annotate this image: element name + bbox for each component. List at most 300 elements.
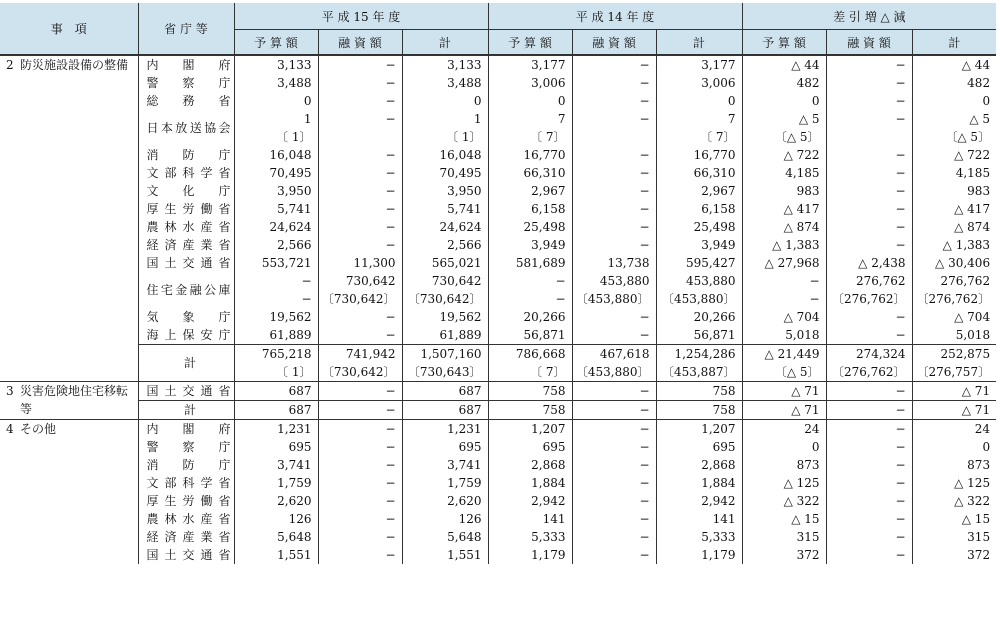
header-h14: 平 成 14 年 度 bbox=[488, 3, 742, 30]
total-label-cell bbox=[138, 401, 234, 420]
value-cell: 24,624 bbox=[402, 218, 488, 236]
value-cell: − bbox=[826, 200, 912, 218]
value-cell: 1,179 bbox=[488, 546, 572, 564]
value-cell: 11,300 bbox=[318, 254, 402, 272]
value-cell: 2,967 bbox=[656, 182, 742, 200]
total-value-cell-bracket: 〔 7〕 bbox=[488, 363, 572, 382]
value-cell: 276,762 bbox=[940, 274, 991, 288]
table-header bbox=[0, 3, 996, 55]
total-label: 計 bbox=[183, 403, 204, 417]
value-cell: △ 71 bbox=[912, 382, 996, 401]
value-cell: 2,566 bbox=[234, 236, 318, 254]
value-cell: − bbox=[572, 55, 656, 74]
value-cell: 7 bbox=[488, 110, 572, 128]
total-value-cell: △ 71 bbox=[742, 401, 826, 420]
value-cell-bracket: 〔730,642〕 bbox=[402, 290, 488, 308]
value-cell: 1 bbox=[234, 110, 318, 128]
value-cell: △ 125 bbox=[954, 476, 991, 490]
value-cell: − bbox=[572, 546, 656, 564]
total-value-cell: 758 bbox=[488, 401, 572, 420]
agency-cell bbox=[138, 474, 234, 492]
value-cell: − bbox=[826, 74, 912, 92]
section-title: 防災施設設備の整備 bbox=[20, 58, 129, 72]
total-row bbox=[0, 401, 996, 420]
agency-cell bbox=[138, 382, 234, 401]
value-cell: 983 bbox=[742, 182, 826, 200]
table-row bbox=[0, 528, 996, 546]
table-body bbox=[0, 55, 996, 564]
value-cell: 983 bbox=[967, 184, 991, 198]
value-cell: 5,648 bbox=[234, 528, 318, 546]
value-cell: − bbox=[572, 218, 656, 236]
value-cell: − bbox=[826, 420, 912, 439]
value-cell: 4,185 bbox=[955, 166, 991, 180]
value-cell: − bbox=[318, 218, 402, 236]
value-cell: 1,551 bbox=[402, 546, 488, 564]
value-cell: △ 322 bbox=[954, 494, 991, 508]
value-cell: − bbox=[318, 92, 402, 110]
value-cell: 758 bbox=[488, 382, 572, 401]
value-cell: − bbox=[826, 308, 912, 326]
value-cell: − bbox=[572, 110, 656, 128]
agency-cell bbox=[138, 254, 234, 272]
agency-cell bbox=[138, 200, 234, 218]
value-cell: − bbox=[318, 492, 402, 510]
total-value-cell: 274,324 bbox=[826, 345, 912, 364]
value-cell: 3,006 bbox=[656, 74, 742, 92]
value-cell: − bbox=[572, 382, 656, 401]
value-cell: − bbox=[318, 236, 402, 254]
value-cell: △ 71 bbox=[742, 382, 826, 401]
value-cell: − bbox=[826, 438, 912, 456]
value-cell-bracket: 〔△ 5〕 bbox=[742, 128, 826, 146]
value-cell: − bbox=[318, 420, 402, 439]
table-row bbox=[0, 236, 996, 254]
total-value-cell: 687 bbox=[402, 401, 488, 420]
value-cell: 0 bbox=[234, 92, 318, 110]
value-cell: 3,177 bbox=[488, 55, 572, 74]
value-cell-bracket: 〔730,642〕 bbox=[318, 290, 402, 308]
value-cell: △ 15 bbox=[742, 510, 826, 528]
agency-name: 国土交通省 bbox=[146, 256, 231, 270]
total-value-cell-bracket: 〔730,643〕 bbox=[402, 363, 488, 382]
agency-name: 文部科学省 bbox=[146, 166, 231, 180]
value-cell: 2,942 bbox=[656, 492, 742, 510]
agency-cell bbox=[138, 308, 234, 326]
value-cell: 695 bbox=[656, 438, 742, 456]
value-cell: 695 bbox=[234, 438, 318, 456]
total-value-cell: 1,254,286 bbox=[656, 345, 742, 364]
table-row bbox=[0, 308, 996, 326]
table-row bbox=[0, 420, 996, 439]
table-row bbox=[0, 182, 996, 200]
agency-cell bbox=[138, 528, 234, 546]
value-cell: △ 30,406 bbox=[935, 256, 991, 270]
value-cell-bracket: 〔276,762〕 bbox=[916, 292, 991, 306]
table-row bbox=[0, 74, 996, 92]
value-cell: 141 bbox=[656, 510, 742, 528]
header-h15: 平 成 15 年 度 bbox=[234, 3, 488, 30]
value-cell: 13,738 bbox=[572, 254, 656, 272]
budget-table-container bbox=[0, 3, 996, 564]
header-diff: 差 引 増 △ 減 bbox=[742, 3, 996, 30]
value-cell: 1,231 bbox=[402, 420, 488, 439]
value-cell: − bbox=[318, 200, 402, 218]
value-cell-bracket: − bbox=[742, 290, 826, 308]
header-yushi: 融 資 額 bbox=[572, 30, 656, 56]
agency-cell bbox=[138, 164, 234, 182]
agency-name: 文部科学省 bbox=[146, 476, 231, 490]
section-cell bbox=[0, 55, 138, 382]
value-cell: − bbox=[826, 236, 912, 254]
value-cell: − bbox=[826, 146, 912, 164]
value-cell: − bbox=[572, 164, 656, 182]
value-cell: − bbox=[826, 55, 912, 74]
table-row bbox=[0, 382, 996, 401]
total-value-cell: 765,218 bbox=[234, 345, 318, 364]
table-row bbox=[0, 546, 996, 564]
value-cell: − bbox=[318, 438, 402, 456]
value-cell: − bbox=[572, 182, 656, 200]
value-cell: △ 44 bbox=[742, 55, 826, 74]
agency-name: 警察庁 bbox=[146, 76, 231, 90]
agency-cell bbox=[138, 420, 234, 439]
table-row bbox=[0, 326, 996, 345]
value-cell: − bbox=[488, 272, 572, 290]
value-cell: − bbox=[572, 146, 656, 164]
value-cell: 0 bbox=[402, 92, 488, 110]
value-cell: 1,207 bbox=[488, 420, 572, 439]
value-cell: 1,884 bbox=[656, 474, 742, 492]
table-row bbox=[0, 164, 996, 182]
value-cell: − bbox=[318, 510, 402, 528]
value-cell: 873 bbox=[742, 456, 826, 474]
value-cell: − bbox=[826, 164, 912, 182]
agency-name: 文化庁 bbox=[146, 184, 231, 198]
section-number: 4 bbox=[6, 422, 14, 436]
value-cell: − bbox=[318, 382, 402, 401]
value-cell: − bbox=[318, 164, 402, 182]
value-cell: 126 bbox=[402, 510, 488, 528]
header-yushi: 融 資 額 bbox=[826, 30, 912, 56]
value-cell: 19,562 bbox=[402, 308, 488, 326]
value-cell: 16,048 bbox=[234, 146, 318, 164]
section-cell bbox=[0, 420, 138, 565]
table-row bbox=[0, 438, 996, 456]
value-cell: 873 bbox=[967, 458, 991, 472]
value-cell: △ 417 bbox=[742, 200, 826, 218]
total-value-cell: △ 71 bbox=[912, 401, 996, 420]
value-cell: − bbox=[572, 200, 656, 218]
value-cell: − bbox=[572, 92, 656, 110]
table-row bbox=[0, 456, 996, 474]
value-cell: 16,770 bbox=[488, 146, 572, 164]
value-cell: 5,333 bbox=[488, 528, 572, 546]
value-cell: 595,427 bbox=[656, 254, 742, 272]
total-value-cell-bracket: 〔276,757〕 bbox=[916, 365, 991, 379]
agency-cell bbox=[138, 510, 234, 528]
value-cell: 25,498 bbox=[656, 218, 742, 236]
agency-cell bbox=[138, 236, 234, 254]
value-cell: 5,648 bbox=[402, 528, 488, 546]
value-cell: − bbox=[318, 326, 402, 345]
value-cell: 0 bbox=[488, 92, 572, 110]
agency-name: 警察庁 bbox=[146, 440, 231, 454]
section-title: 災害危険地住宅移転等 bbox=[20, 384, 129, 416]
value-cell: 3,950 bbox=[234, 182, 318, 200]
value-cell-bracket: − bbox=[234, 290, 318, 308]
value-cell-bracket: 〔△ 5〕 bbox=[945, 130, 991, 144]
value-cell: 3,741 bbox=[402, 456, 488, 474]
agency-name: 住宅金融公庫 bbox=[146, 283, 231, 297]
value-cell: − bbox=[826, 382, 912, 401]
value-cell: − bbox=[572, 438, 656, 456]
value-cell-bracket: 〔 7〕 bbox=[488, 128, 572, 146]
table-row bbox=[0, 146, 996, 164]
value-cell: 3,950 bbox=[402, 182, 488, 200]
value-cell: △ 874 bbox=[742, 218, 826, 236]
value-cell: 3,488 bbox=[234, 74, 318, 92]
agency-name: 国土交通省 bbox=[146, 384, 231, 398]
value-cell: − bbox=[572, 326, 656, 345]
agency-cell bbox=[138, 74, 234, 92]
agency-cell bbox=[138, 146, 234, 164]
value-cell: 1,207 bbox=[656, 420, 742, 439]
value-cell: △ 722 bbox=[954, 148, 991, 162]
value-cell: − bbox=[826, 110, 912, 128]
value-cell: 758 bbox=[656, 382, 742, 401]
value-cell: △ 44 bbox=[961, 58, 991, 72]
value-cell: − bbox=[826, 326, 912, 345]
value-cell: − bbox=[318, 308, 402, 326]
agency-cell bbox=[138, 218, 234, 236]
agency-name: 厚生労働省 bbox=[146, 202, 231, 216]
header-yosan: 予 算 額 bbox=[488, 30, 572, 56]
value-cell: 56,871 bbox=[656, 326, 742, 345]
value-cell: − bbox=[318, 110, 402, 128]
value-cell: 25,498 bbox=[488, 218, 572, 236]
agency-cell bbox=[138, 326, 234, 345]
value-cell: − bbox=[318, 474, 402, 492]
total-value-cell-bracket: 〔453,880〕 bbox=[572, 363, 656, 382]
section-number: 2 bbox=[6, 58, 14, 72]
agency-cell bbox=[138, 272, 234, 308]
agency-name: 経済産業省 bbox=[146, 530, 231, 544]
value-cell: − bbox=[742, 272, 826, 290]
agency-name: 消防庁 bbox=[146, 148, 231, 162]
value-cell: 0 bbox=[982, 94, 991, 108]
total-value-cell-bracket: 〔 1〕 bbox=[234, 363, 318, 382]
value-cell: 70,495 bbox=[234, 164, 318, 182]
value-cell: 1,551 bbox=[234, 546, 318, 564]
agency-name: 消防庁 bbox=[146, 458, 231, 472]
value-cell: 1,759 bbox=[234, 474, 318, 492]
budget-table bbox=[0, 3, 996, 564]
agency-name: 海上保安庁 bbox=[146, 328, 231, 342]
value-cell: − bbox=[318, 546, 402, 564]
value-cell: △ 704 bbox=[954, 310, 991, 324]
agency-name: 経済産業省 bbox=[146, 238, 231, 252]
total-value-cell-bracket: 〔276,762〕 bbox=[826, 363, 912, 382]
value-cell: 61,889 bbox=[234, 326, 318, 345]
value-cell: 5,741 bbox=[234, 200, 318, 218]
value-cell: − bbox=[572, 456, 656, 474]
value-cell: − bbox=[572, 492, 656, 510]
value-cell: △ 5 bbox=[969, 112, 991, 126]
agency-name: 国土交通省 bbox=[146, 548, 231, 562]
value-cell: − bbox=[572, 236, 656, 254]
table-row bbox=[0, 218, 996, 236]
value-cell: 3,741 bbox=[234, 456, 318, 474]
value-cell: 695 bbox=[402, 438, 488, 456]
value-cell: 372 bbox=[967, 548, 991, 562]
value-cell: − bbox=[572, 420, 656, 439]
agency-cell bbox=[138, 456, 234, 474]
agency-name: 内閣府 bbox=[146, 422, 231, 436]
value-cell: 5,741 bbox=[402, 200, 488, 218]
value-cell: 730,642 bbox=[402, 272, 488, 290]
value-cell: 482 bbox=[742, 74, 826, 92]
value-cell: 0 bbox=[742, 92, 826, 110]
value-cell: 3,006 bbox=[488, 74, 572, 92]
agency-name: 厚生労働省 bbox=[146, 494, 231, 508]
value-cell: 695 bbox=[488, 438, 572, 456]
table-row bbox=[0, 110, 996, 128]
value-cell: △ 874 bbox=[954, 220, 991, 234]
value-cell: 3,949 bbox=[656, 236, 742, 254]
value-cell: 66,310 bbox=[488, 164, 572, 182]
total-value-cell: − bbox=[826, 401, 912, 420]
value-cell-bracket: 〔453,880〕 bbox=[572, 290, 656, 308]
value-cell: 453,880 bbox=[572, 272, 656, 290]
value-cell: 1,759 bbox=[402, 474, 488, 492]
header-yushi: 融 資 額 bbox=[318, 30, 402, 56]
value-cell: − bbox=[318, 528, 402, 546]
value-cell: 5,333 bbox=[656, 528, 742, 546]
value-cell: − bbox=[826, 528, 912, 546]
value-cell: 16,048 bbox=[402, 146, 488, 164]
value-cell: △ 722 bbox=[742, 146, 826, 164]
header-kei: 計 bbox=[402, 30, 488, 56]
header-kei: 計 bbox=[656, 30, 742, 56]
value-cell: − bbox=[826, 182, 912, 200]
value-cell: − bbox=[318, 55, 402, 74]
value-cell-bracket: 〔453,880〕 bbox=[656, 290, 742, 308]
table-row bbox=[0, 492, 996, 510]
total-value-cell: 252,875 bbox=[912, 345, 996, 364]
value-cell: △ 27,968 bbox=[742, 254, 826, 272]
total-value-cell: 687 bbox=[234, 401, 318, 420]
value-cell: − bbox=[826, 92, 912, 110]
value-cell: 2,620 bbox=[234, 492, 318, 510]
agency-name: 総務省 bbox=[146, 94, 231, 108]
agency-name: 農林水産省 bbox=[146, 512, 231, 526]
value-cell: 7 bbox=[656, 110, 742, 128]
agency-cell bbox=[138, 110, 234, 146]
value-cell: − bbox=[572, 510, 656, 528]
value-cell: 2,868 bbox=[656, 456, 742, 474]
value-cell: 6,158 bbox=[488, 200, 572, 218]
value-cell: △ 1,383 bbox=[942, 238, 991, 252]
value-cell-bracket bbox=[826, 128, 912, 146]
total-label: 計 bbox=[183, 356, 204, 370]
header-shocho: 省 庁 等 bbox=[138, 3, 234, 55]
value-cell: 3,488 bbox=[402, 74, 488, 92]
value-cell-bracket: 〔 1〕 bbox=[402, 128, 488, 146]
total-value-cell: 758 bbox=[656, 401, 742, 420]
value-cell: 315 bbox=[742, 528, 826, 546]
value-cell-bracket bbox=[318, 128, 402, 146]
total-label-cell bbox=[138, 345, 234, 382]
value-cell: 3,133 bbox=[402, 55, 488, 74]
value-cell-bracket: 〔 1〕 bbox=[234, 128, 318, 146]
value-cell: − bbox=[318, 182, 402, 200]
agency-name: 日本放送協会 bbox=[146, 121, 231, 135]
agency-cell bbox=[138, 492, 234, 510]
value-cell: 20,266 bbox=[656, 308, 742, 326]
value-cell-bracket: 〔276,762〕 bbox=[826, 290, 912, 308]
table-row bbox=[0, 474, 996, 492]
total-value-cell-bracket: 〔730,642〕 bbox=[318, 363, 402, 382]
value-cell: − bbox=[234, 272, 318, 290]
total-row bbox=[0, 345, 996, 364]
value-cell: 3,949 bbox=[488, 236, 572, 254]
agency-cell bbox=[138, 92, 234, 110]
value-cell: 3,177 bbox=[656, 55, 742, 74]
value-cell: − bbox=[826, 218, 912, 236]
value-cell: 1,884 bbox=[488, 474, 572, 492]
total-value-cell: − bbox=[318, 401, 402, 420]
value-cell: − bbox=[826, 474, 912, 492]
value-cell: 4,185 bbox=[742, 164, 826, 182]
value-cell: 687 bbox=[234, 382, 318, 401]
value-cell: 1 bbox=[402, 110, 488, 128]
value-cell: 0 bbox=[742, 438, 826, 456]
value-cell: △ 322 bbox=[742, 492, 826, 510]
agency-name: 気象庁 bbox=[146, 310, 231, 324]
value-cell: 5,018 bbox=[955, 328, 991, 342]
value-cell: 56,871 bbox=[488, 326, 572, 345]
header-kei: 計 bbox=[912, 30, 996, 56]
value-cell: 61,889 bbox=[402, 326, 488, 345]
value-cell: 141 bbox=[488, 510, 572, 528]
value-cell: 66,310 bbox=[656, 164, 742, 182]
value-cell: 2,620 bbox=[402, 492, 488, 510]
value-cell: 24 bbox=[912, 420, 996, 439]
value-cell: 24,624 bbox=[234, 218, 318, 236]
value-cell: 70,495 bbox=[402, 164, 488, 182]
value-cell: 553,721 bbox=[234, 254, 318, 272]
value-cell: 482 bbox=[967, 76, 991, 90]
value-cell: 2,566 bbox=[402, 236, 488, 254]
total-value-cell-bracket: 〔453,887〕 bbox=[656, 363, 742, 382]
agency-name: 農林水産省 bbox=[146, 220, 231, 234]
value-cell: 2,967 bbox=[488, 182, 572, 200]
value-cell: 453,880 bbox=[656, 272, 742, 290]
value-cell: 16,770 bbox=[656, 146, 742, 164]
value-cell: − bbox=[572, 474, 656, 492]
value-cell: 687 bbox=[402, 382, 488, 401]
table-row bbox=[0, 510, 996, 528]
value-cell: − bbox=[572, 74, 656, 92]
value-cell: △ 704 bbox=[742, 308, 826, 326]
agency-cell bbox=[138, 438, 234, 456]
total-value-cell: − bbox=[572, 401, 656, 420]
table-row bbox=[0, 92, 996, 110]
value-cell: 20,266 bbox=[488, 308, 572, 326]
table-row bbox=[0, 200, 996, 218]
total-value-cell-bracket: 〔△ 5〕 bbox=[742, 363, 826, 382]
